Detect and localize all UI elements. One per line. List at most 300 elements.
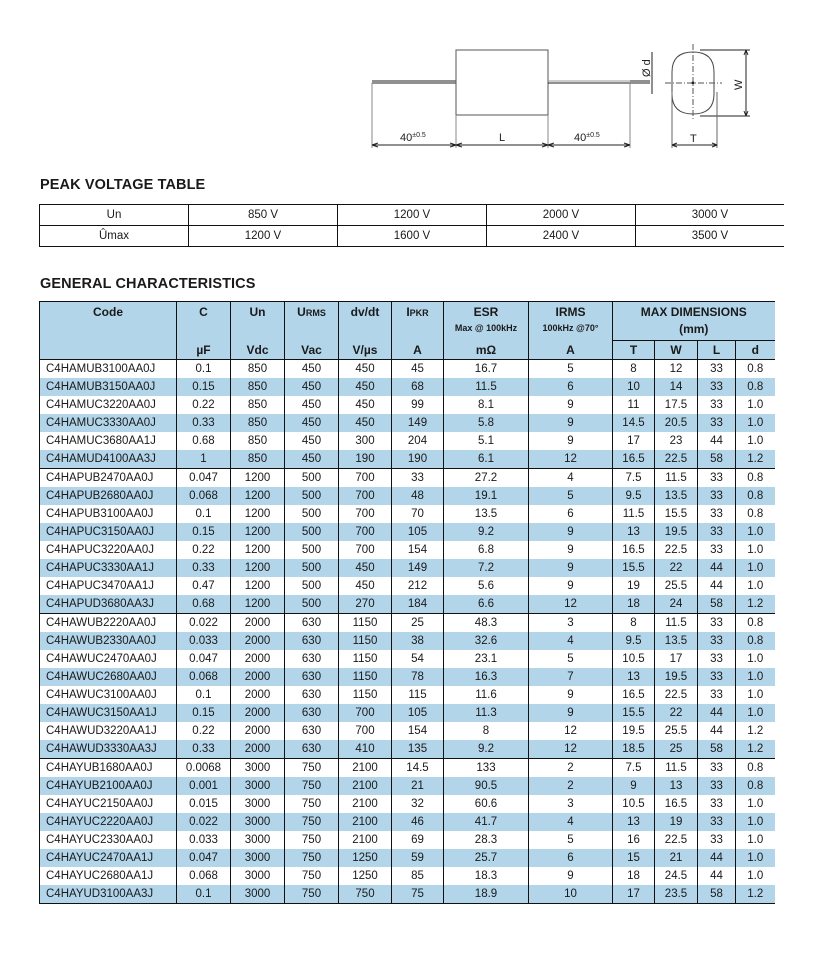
cell-w: 25.5	[655, 722, 698, 740]
cell-dvdt: 700	[339, 722, 392, 740]
header-l: L	[698, 341, 736, 360]
header-capacitance: C	[177, 302, 231, 341]
cell-code: C4HAPUB2470AA0J	[40, 469, 177, 488]
cell-dvdt: 410	[339, 740, 392, 759]
header-w: W	[655, 341, 698, 360]
cell-d: 0.8	[736, 505, 775, 523]
cell-esr: 41.7	[444, 813, 529, 831]
cell-l: 58	[698, 740, 736, 759]
cell-code: C4HAPUC3220AA0J	[40, 541, 177, 559]
peak-row-un	[40, 205, 785, 226]
cell-t: 15.5	[613, 704, 655, 722]
cell-t: 13	[613, 813, 655, 831]
header-d: d	[736, 341, 775, 360]
table-row	[40, 831, 775, 849]
cell-un: 2000	[231, 704, 285, 722]
header-row-1	[40, 302, 775, 341]
cell-d: 1.0	[736, 849, 775, 867]
cell-ipkr: 38	[392, 632, 444, 650]
cell-irms: 3	[529, 614, 613, 633]
cell-t: 18	[613, 867, 655, 885]
cell-esr: 11.3	[444, 704, 529, 722]
cell-irms: 7	[529, 668, 613, 686]
cell-l: 58	[698, 885, 736, 904]
cell-capacitance: 0.47	[177, 577, 231, 595]
cell-l: 33	[698, 360, 736, 379]
cell-capacitance: 1	[177, 450, 231, 469]
cell-esr: 5.8	[444, 414, 529, 432]
cell-t: 10	[613, 378, 655, 396]
cell-d: 1.0	[736, 432, 775, 450]
cell-ipkr: 45	[392, 360, 444, 379]
cell-code: C4HAYUC2470AA1J	[40, 849, 177, 867]
table-row	[40, 469, 775, 488]
cell-un: 3000	[231, 831, 285, 849]
cell-irms: 4	[529, 632, 613, 650]
table-row	[40, 450, 775, 469]
cell-dvdt: 450	[339, 559, 392, 577]
cell-esr: 18.3	[444, 867, 529, 885]
table-row	[40, 813, 775, 831]
table-row	[40, 541, 775, 559]
cell-t: 9	[613, 777, 655, 795]
unit-dvdt: V/µs	[339, 341, 392, 360]
cell-urms: 450	[285, 450, 339, 469]
cell-dvdt: 450	[339, 396, 392, 414]
unit-un: Vdc	[231, 341, 285, 360]
cell-d: 1.0	[736, 396, 775, 414]
cell-capacitance: 0.033	[177, 831, 231, 849]
unit-irms: A	[529, 341, 613, 360]
cell-d: 1.0	[736, 577, 775, 595]
capacitor-dimension-diagram	[360, 30, 780, 160]
cell-irms: 2	[529, 777, 613, 795]
cell-d: 1.0	[736, 541, 775, 559]
cell-esr: 18.9	[444, 885, 529, 904]
peak-row-label: Un	[40, 205, 189, 226]
cell-urms: 750	[285, 777, 339, 795]
table-row	[40, 722, 775, 740]
cell-code: C4HAWUB2330AA0J	[40, 632, 177, 650]
header-urms: URMS	[285, 302, 339, 341]
cell-capacitance: 0.1	[177, 505, 231, 523]
cell-dvdt: 1250	[339, 867, 392, 885]
cell-esr: 8.1	[444, 396, 529, 414]
cell-un: 2000	[231, 668, 285, 686]
cell-d: 1.0	[736, 523, 775, 541]
cell-l: 33	[698, 650, 736, 668]
cell-ipkr: 212	[392, 577, 444, 595]
cell-esr: 90.5	[444, 777, 529, 795]
cell-dvdt: 700	[339, 704, 392, 722]
cell-un: 1200	[231, 595, 285, 614]
cell-irms: 9	[529, 541, 613, 559]
cell-d: 1.0	[736, 704, 775, 722]
cell-un: 2000	[231, 686, 285, 704]
cell-dvdt: 1250	[339, 849, 392, 867]
cell-dvdt: 2100	[339, 795, 392, 813]
cell-l: 33	[698, 541, 736, 559]
cell-esr: 5.6	[444, 577, 529, 595]
cell-dvdt: 700	[339, 469, 392, 488]
cell-dvdt: 450	[339, 414, 392, 432]
cell-urms: 500	[285, 469, 339, 488]
cell-esr: 25.7	[444, 849, 529, 867]
cell-un: 1200	[231, 577, 285, 595]
cell-esr: 11.5	[444, 378, 529, 396]
cell-urms: 750	[285, 849, 339, 867]
cell-esr: 32.6	[444, 632, 529, 650]
table-row	[40, 432, 775, 450]
cell-ipkr: 32	[392, 795, 444, 813]
cell-w: 17.5	[655, 396, 698, 414]
cell-esr: 6.8	[444, 541, 529, 559]
cell-esr: 6.1	[444, 450, 529, 469]
cell-code: C4HAPUC3150AA0J	[40, 523, 177, 541]
cell-w: 17	[655, 650, 698, 668]
cell-esr: 11.6	[444, 686, 529, 704]
cell-d: 1.2	[736, 885, 775, 904]
header-ipkr: IPKR	[392, 302, 444, 341]
cell-urms: 450	[285, 378, 339, 396]
cell-irms: 9	[529, 686, 613, 704]
cell-irms: 12	[529, 450, 613, 469]
cell-esr: 23.1	[444, 650, 529, 668]
cell-urms: 450	[285, 360, 339, 379]
cell-capacitance: 0.022	[177, 813, 231, 831]
peak-voltage-table-title: PEAK VOLTAGE TABLE	[40, 177, 206, 193]
cell-ipkr: 99	[392, 396, 444, 414]
cell-un: 1200	[231, 505, 285, 523]
cell-w: 16.5	[655, 795, 698, 813]
cell-code: C4HAYUC2150AA0J	[40, 795, 177, 813]
peak-cell: 2400 V	[487, 226, 636, 247]
cell-irms: 12	[529, 722, 613, 740]
table-row	[40, 740, 775, 759]
header-esr: ESR Max @ 100kHz	[444, 302, 529, 341]
unit-urms: Vac	[285, 341, 339, 360]
cell-ipkr: 154	[392, 722, 444, 740]
cell-w: 20.5	[655, 414, 698, 432]
cell-code: C4HAMUB3100AA0J	[40, 360, 177, 379]
cell-d: 0.8	[736, 632, 775, 650]
cell-urms: 450	[285, 432, 339, 450]
cell-w: 19.5	[655, 668, 698, 686]
cell-dvdt: 2100	[339, 813, 392, 831]
cell-d: 1.2	[736, 450, 775, 469]
general-characteristics-body	[40, 360, 775, 904]
cell-un: 3000	[231, 867, 285, 885]
cell-d: 1.0	[736, 686, 775, 704]
cell-l: 33	[698, 686, 736, 704]
cell-esr: 48.3	[444, 614, 529, 633]
cell-un: 3000	[231, 849, 285, 867]
cell-ipkr: 135	[392, 740, 444, 759]
peak-cell: 1200 V	[338, 205, 487, 226]
cell-capacitance: 0.33	[177, 414, 231, 432]
cell-code: C4HAYUC2220AA0J	[40, 813, 177, 831]
cell-ipkr: 25	[392, 614, 444, 633]
table-row	[40, 632, 775, 650]
table-row	[40, 704, 775, 722]
cell-urms: 750	[285, 759, 339, 778]
cell-w: 11.5	[655, 759, 698, 778]
cell-un: 2000	[231, 632, 285, 650]
cell-capacitance: 0.22	[177, 541, 231, 559]
cell-capacitance: 0.068	[177, 668, 231, 686]
cell-t: 18	[613, 595, 655, 614]
cell-urms: 750	[285, 795, 339, 813]
cell-code: C4HAWUB2220AA0J	[40, 614, 177, 633]
cell-capacitance: 0.68	[177, 432, 231, 450]
peak-voltage-table	[39, 204, 784, 247]
cell-un: 1200	[231, 541, 285, 559]
cell-l: 33	[698, 396, 736, 414]
cell-code: C4HAPUD3680AA3J	[40, 595, 177, 614]
header-code: Code	[40, 302, 177, 341]
cell-dvdt: 190	[339, 450, 392, 469]
cell-irms: 9	[529, 414, 613, 432]
cell-ipkr: 75	[392, 885, 444, 904]
cell-esr: 13.5	[444, 505, 529, 523]
cell-esr: 6.6	[444, 595, 529, 614]
cell-irms: 10	[529, 885, 613, 904]
cell-d: 1.0	[736, 795, 775, 813]
cell-l: 44	[698, 722, 736, 740]
cell-irms: 2	[529, 759, 613, 778]
cell-w: 23.5	[655, 885, 698, 904]
table-row	[40, 396, 775, 414]
lead-diameter-label: Ø d	[641, 59, 653, 77]
cell-ipkr: 21	[392, 777, 444, 795]
cell-w: 19	[655, 813, 698, 831]
cell-w: 22	[655, 559, 698, 577]
cell-t: 15.5	[613, 559, 655, 577]
cell-code: C4HAWUC2680AA0J	[40, 668, 177, 686]
cell-ipkr: 69	[392, 831, 444, 849]
header-un: Un	[231, 302, 285, 341]
cell-w: 22	[655, 704, 698, 722]
cell-t: 19.5	[613, 722, 655, 740]
cell-un: 2000	[231, 740, 285, 759]
cell-ipkr: 78	[392, 668, 444, 686]
cell-w: 14	[655, 378, 698, 396]
cell-capacitance: 0.068	[177, 867, 231, 885]
table-row	[40, 595, 775, 614]
cell-capacitance: 0.22	[177, 396, 231, 414]
cell-dvdt: 750	[339, 885, 392, 904]
cell-un: 2000	[231, 722, 285, 740]
cell-dvdt: 450	[339, 360, 392, 379]
cell-dvdt: 450	[339, 378, 392, 396]
cell-esr: 8	[444, 722, 529, 740]
cell-un: 1200	[231, 487, 285, 505]
cell-d: 1.2	[736, 740, 775, 759]
cell-ipkr: 204	[392, 432, 444, 450]
table-row	[40, 614, 775, 633]
cell-capacitance: 0.068	[177, 487, 231, 505]
cell-capacitance: 0.15	[177, 523, 231, 541]
cell-w: 24.5	[655, 867, 698, 885]
cell-l: 58	[698, 595, 736, 614]
cell-capacitance: 0.047	[177, 849, 231, 867]
general-characteristics-title: GENERAL CHARACTERISTICS	[40, 276, 256, 292]
cell-ipkr: 149	[392, 414, 444, 432]
cell-d: 0.8	[736, 360, 775, 379]
cell-urms: 630	[285, 740, 339, 759]
cell-capacitance: 0.33	[177, 559, 231, 577]
cell-esr: 28.3	[444, 831, 529, 849]
cell-w: 25	[655, 740, 698, 759]
cell-l: 33	[698, 414, 736, 432]
cell-w: 22.5	[655, 450, 698, 469]
header-row-units	[40, 341, 775, 360]
cell-w: 12	[655, 360, 698, 379]
cell-code: C4HAMUC3330AA0J	[40, 414, 177, 432]
cell-capacitance: 0.22	[177, 722, 231, 740]
cell-t: 10.5	[613, 650, 655, 668]
cell-code: C4HAPUB3100AA0J	[40, 505, 177, 523]
header-irms: IRMS 100kHz @70°	[529, 302, 613, 341]
table-row	[40, 360, 775, 379]
cell-l: 33	[698, 378, 736, 396]
table-row	[40, 849, 775, 867]
cell-t: 10.5	[613, 795, 655, 813]
cell-un: 2000	[231, 614, 285, 633]
width-label: W	[733, 79, 745, 90]
cell-esr: 16.3	[444, 668, 529, 686]
header-code-unit	[40, 341, 177, 360]
cell-ipkr: 115	[392, 686, 444, 704]
cell-code: C4HAMUB3150AA0J	[40, 378, 177, 396]
table-row	[40, 523, 775, 541]
cell-irms: 12	[529, 740, 613, 759]
peak-row-label: Ûmax	[40, 226, 189, 247]
peak-cell: 1200 V	[189, 226, 338, 247]
cell-t: 9.5	[613, 632, 655, 650]
cell-l: 33	[698, 668, 736, 686]
cell-t: 14.5	[613, 414, 655, 432]
cell-capacitance: 0.1	[177, 686, 231, 704]
cell-irms: 12	[529, 595, 613, 614]
cell-t: 7.5	[613, 759, 655, 778]
cell-w: 13.5	[655, 487, 698, 505]
cell-ipkr: 105	[392, 523, 444, 541]
cell-esr: 19.1	[444, 487, 529, 505]
table-row	[40, 867, 775, 885]
header-dvdt: dv/dt	[339, 302, 392, 341]
cell-t: 13	[613, 668, 655, 686]
cell-ipkr: 105	[392, 704, 444, 722]
cell-w: 24	[655, 595, 698, 614]
header-max-dimensions: MAX DIMENSIONS (mm)	[613, 302, 775, 341]
cell-code: C4HAYUB1680AA0J	[40, 759, 177, 778]
cell-l: 58	[698, 450, 736, 469]
cell-t: 7.5	[613, 469, 655, 488]
cell-t: 15	[613, 849, 655, 867]
cell-w: 23	[655, 432, 698, 450]
cell-t: 18.5	[613, 740, 655, 759]
cell-dvdt: 700	[339, 505, 392, 523]
table-row	[40, 487, 775, 505]
cell-ipkr: 68	[392, 378, 444, 396]
lead-left-dimension-label: $40^{\pm 0.5}$	[400, 132, 426, 144]
cell-irms: 9	[529, 396, 613, 414]
cell-l: 44	[698, 577, 736, 595]
cell-l: 33	[698, 777, 736, 795]
unit-esr: mΩ	[444, 341, 529, 360]
cell-urms: 750	[285, 885, 339, 904]
cell-w: 19.5	[655, 523, 698, 541]
cell-code: C4HAYUC2330AA0J	[40, 831, 177, 849]
cell-capacitance: 0.047	[177, 469, 231, 488]
cell-esr: 7.2	[444, 559, 529, 577]
cell-ipkr: 85	[392, 867, 444, 885]
lead-right-dimension-label: $40^{\pm 0.5}$	[574, 132, 600, 144]
cell-d: 0.8	[736, 487, 775, 505]
cell-dvdt: 700	[339, 523, 392, 541]
cell-w: 21	[655, 849, 698, 867]
cell-t: 8	[613, 614, 655, 633]
cell-ipkr: 154	[392, 541, 444, 559]
cell-urms: 630	[285, 668, 339, 686]
cell-t: 11.5	[613, 505, 655, 523]
cell-un: 850	[231, 378, 285, 396]
cell-l: 44	[698, 867, 736, 885]
cell-capacitance: 0.15	[177, 704, 231, 722]
cell-d: 1.0	[736, 831, 775, 849]
table-row	[40, 414, 775, 432]
table-row	[40, 559, 775, 577]
peak-row-umax	[40, 226, 785, 247]
cell-capacitance: 0.1	[177, 885, 231, 904]
table-row	[40, 378, 775, 396]
cell-un: 3000	[231, 813, 285, 831]
table-row	[40, 759, 775, 778]
cell-l: 33	[698, 523, 736, 541]
cell-capacitance: 0.0068	[177, 759, 231, 778]
cell-ipkr: 59	[392, 849, 444, 867]
cell-l: 33	[698, 487, 736, 505]
table-row	[40, 686, 775, 704]
cell-esr: 16.7	[444, 360, 529, 379]
cell-irms: 9	[529, 867, 613, 885]
cell-w: 11.5	[655, 469, 698, 488]
cell-dvdt: 2100	[339, 831, 392, 849]
cell-t: 8	[613, 360, 655, 379]
cell-dvdt: 700	[339, 541, 392, 559]
cell-code: C4HAWUC3100AA0J	[40, 686, 177, 704]
cell-ipkr: 14.5	[392, 759, 444, 778]
cell-un: 850	[231, 414, 285, 432]
cell-l: 44	[698, 559, 736, 577]
cell-irms: 4	[529, 813, 613, 831]
cell-t: 11	[613, 396, 655, 414]
cell-dvdt: 2100	[339, 759, 392, 778]
cell-w: 25.5	[655, 577, 698, 595]
cell-d: 1.0	[736, 559, 775, 577]
cell-irms: 6	[529, 505, 613, 523]
cell-code: C4HAPUC3470AA1J	[40, 577, 177, 595]
cell-ipkr: 46	[392, 813, 444, 831]
cell-dvdt: 1150	[339, 686, 392, 704]
cell-urms: 630	[285, 704, 339, 722]
peak-cell: 1600 V	[338, 226, 487, 247]
cell-d: 1.0	[736, 414, 775, 432]
cell-irms: 3	[529, 795, 613, 813]
cell-dvdt: 450	[339, 577, 392, 595]
cell-t: 17	[613, 885, 655, 904]
